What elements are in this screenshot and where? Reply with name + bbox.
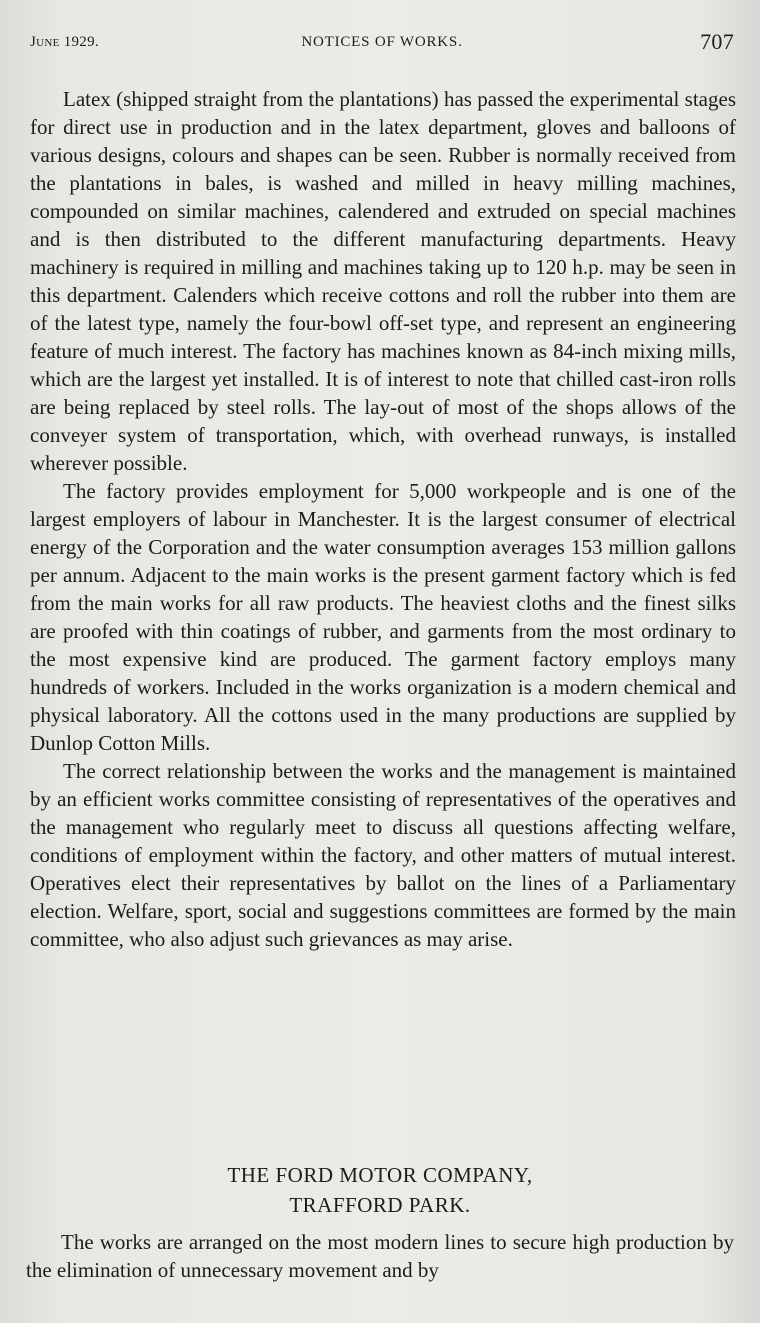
body-text <box>30 85 736 953</box>
paragraph-works-committee: The correct relationship between the works and the management is maintained by an efficient works committee consisting of representatives of the operatives and the management who regularly meet to discuss all questions affecting welfare, conditions of employment within the factory, and other matters of mutual interest. Operatives elect their representatives by ballot on the lines of a Parliamentary election. Welfare, sport, social and suggestions committees are formed by the main committee, who also adjust such grievances as may arise. <box>30 759 736 951</box>
paragraph-ford-works: The works are arranged on the most modern lines to secure high production by the elimination of unnecessary movement and by <box>26 1230 734 1282</box>
running-head <box>30 30 734 60</box>
section-heading-line-1: THE FORD MOTOR COMPANY, <box>227 1163 533 1187</box>
page-number: 707 <box>700 29 734 54</box>
section-heading <box>0 1160 760 1220</box>
section-heading-line-2: TRAFFORD PARK. <box>289 1193 471 1217</box>
section-body <box>26 1228 734 1284</box>
paragraph-factory-employment: The factory provides employment for 5,000 workpeople and is one of the largest employers of labour in Manchester. It is the largest consumer of electrical energy of the Corporation and the water consumption averages 153 million gallons per annum. Adjacent to the main works is the present garment factory which is fed from the main works for all raw products. The heaviest cloths and the finest silks are proofed with thin coatings of rubber, and garments from the most ordinary to the most expensive kind are produced. The garment factory employs many hundreds of workers. Included in the works organization is a modern chemical and physical laboratory. All the cottons used in the many productions are supplied by Dunlop Cotton Mills. <box>30 479 736 755</box>
paragraph-latex-rubber: Latex (shipped straight from the plantations) has passed the experimental stages for direct use in production and in the latex department, gloves and balloons of various designs, colours and shapes can be seen. Rubber is normally received from the plantations in bales, is washed and milled in heavy milling machines, compounded on similar machines, calendered and extruded on special machines and is then distributed to the different manufacturing departments. Heavy machinery is required in milling and machines taking up to 120 h.p. may be seen in this department. Calenders which receive cottons and roll the rubber into them are of the latest type, namely the four-bowl off-set type, and represent an engineering feature of much interest. The factory has machines known as 84-inch mixing mills, which are the largest yet installed. It is of interest to note that chilled cast-iron rolls are being replaced by steel rolls. The lay-out of most of the shops allows of the conveyer system of transportation, which, with overhead runways, is installed wherever possible. <box>30 87 736 475</box>
running-head-date: June 1929. <box>30 34 99 50</box>
running-head-title: NOTICES OF WORKS. <box>301 34 463 50</box>
